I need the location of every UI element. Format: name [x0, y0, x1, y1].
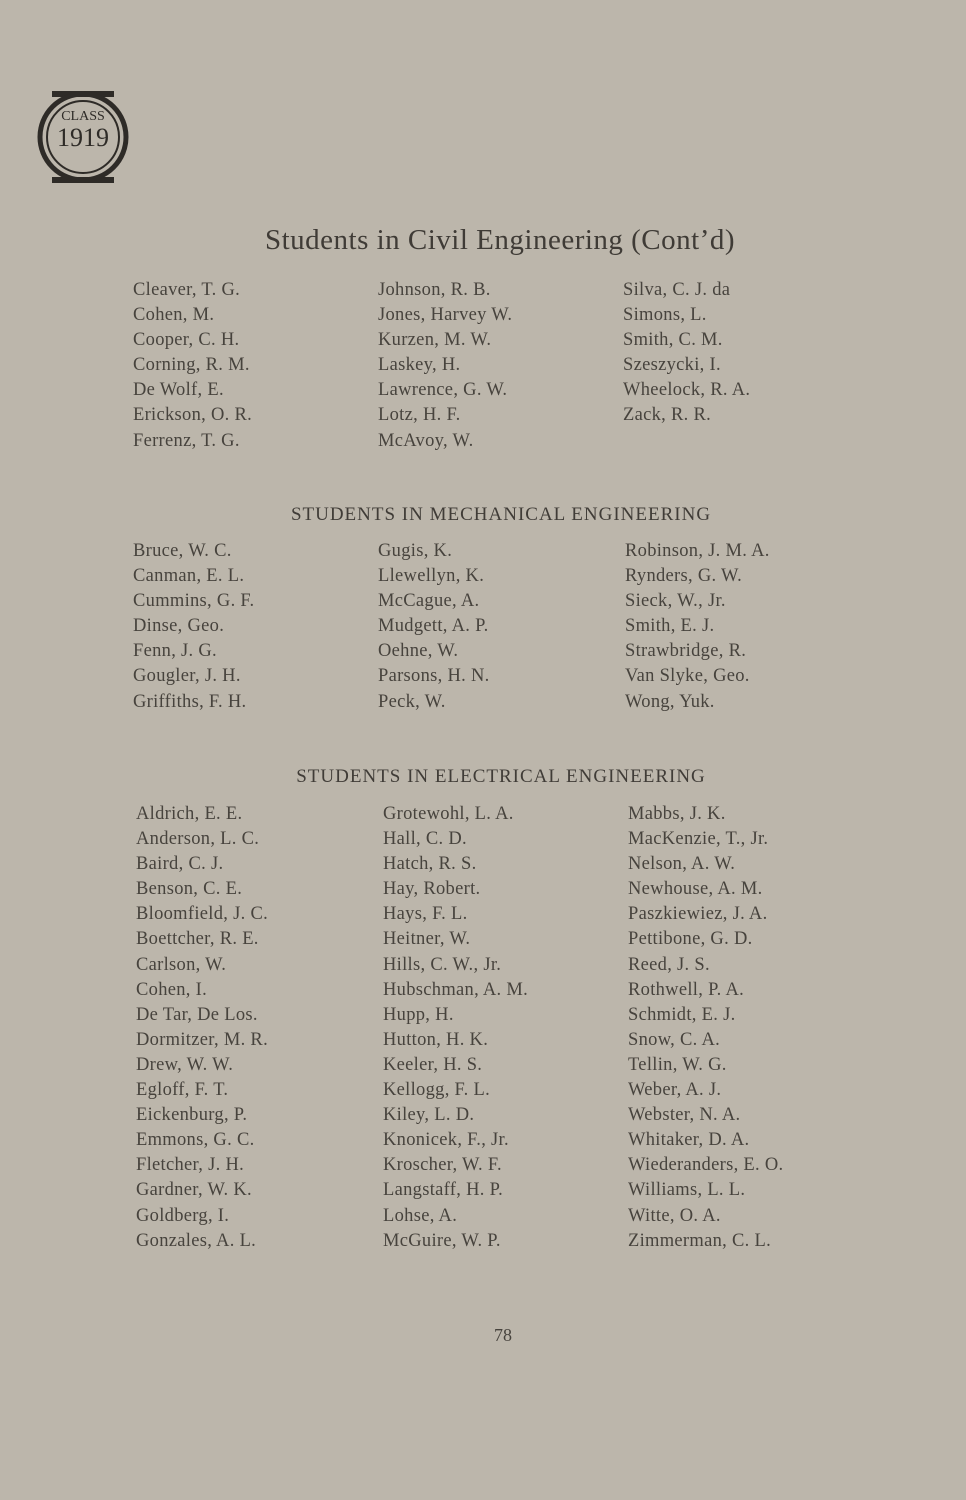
student-name: Goldberg, I.: [136, 1205, 230, 1226]
student-name: Griffiths, F. H.: [133, 691, 247, 712]
student-name: Carlson, W.: [136, 954, 227, 975]
mechanical-col-3: [625, 539, 770, 715]
student-name: Ferrenz, T. G.: [133, 430, 240, 451]
student-name: Zimmerman, C. L.: [628, 1230, 772, 1251]
student-name: Drew, W. W.: [136, 1054, 234, 1075]
student-name: Hatch, R. S.: [383, 854, 477, 875]
student-name: Cohen, I.: [136, 979, 208, 1000]
student-name: Tellin, W. G.: [628, 1054, 727, 1075]
student-name: Lawrence, G. W.: [378, 380, 508, 401]
student-name: Reed, J. S.: [628, 954, 710, 975]
student-name: Laskey, H.: [378, 355, 461, 376]
student-name: Lohse, A.: [383, 1205, 458, 1226]
student-name: Webster, N. A.: [628, 1105, 741, 1126]
student-name: Sieck, W., Jr.: [625, 591, 726, 612]
student-name: Zack, R. R.: [623, 405, 712, 426]
student-name: Anderson, L. C.: [136, 829, 260, 850]
civil-col-1: [133, 278, 252, 454]
student-name: Witte, O. A.: [628, 1205, 721, 1226]
student-name: Silva, C. J. da: [623, 280, 731, 300]
student-name: Strawbridge, R.: [625, 641, 747, 662]
student-name: Kurzen, M. W.: [378, 330, 492, 351]
mechanical-col-1: [133, 539, 254, 715]
electrical-col-1: [136, 802, 268, 1254]
student-name: Oehne, W.: [378, 641, 459, 662]
student-name: Van Slyke, Geo.: [625, 666, 750, 687]
student-name: Gugis, K.: [378, 541, 453, 561]
student-name: Cummins, G. F.: [133, 591, 255, 612]
student-name: Smith, C. M.: [623, 330, 723, 351]
student-name: Nelson, A. W.: [628, 854, 736, 875]
student-name: Mudgett, A. P.: [378, 616, 489, 637]
student-name: MacKenzie, T., Jr.: [628, 829, 769, 850]
civil-section-title: Students in Civil Engineering (Cont’d): [264, 224, 736, 256]
student-name: Kiley, L. D.: [383, 1105, 475, 1126]
student-name: Robinson, J. M. A.: [625, 541, 770, 561]
student-name: Peck, W.: [378, 691, 446, 712]
student-name: Hupp, H.: [383, 1004, 454, 1025]
student-name: Lotz, H. F.: [378, 405, 461, 426]
student-name: Kellogg, F. L.: [383, 1080, 491, 1101]
student-name: Rynders, G. W.: [625, 566, 743, 587]
student-name: Johnson, R. B.: [378, 280, 491, 300]
student-name: De Wolf, E.: [133, 380, 224, 401]
student-name: Newhouse, A. M.: [628, 879, 763, 900]
student-name: Smith, E. J.: [625, 616, 715, 637]
student-name: Gardner, W. K.: [136, 1180, 252, 1201]
student-name: Corning, R. M.: [133, 355, 250, 376]
student-name: Dormitzer, M. R.: [136, 1029, 268, 1050]
student-name: Schmidt, E. J.: [628, 1004, 736, 1025]
mechanical-section-title: STUDENTS IN MECHANICAL ENGINEERING: [290, 504, 712, 525]
student-name: Cohen, M.: [133, 305, 215, 326]
student-name: Erickson, O. R.: [133, 405, 253, 426]
student-name: Grotewohl, L. A.: [383, 804, 514, 824]
student-name: Fenn, J. G.: [133, 641, 217, 662]
student-name: Parsons, H. N.: [378, 666, 490, 687]
student-name: Cleaver, T. G.: [133, 280, 241, 300]
student-name: Kroscher, W. F.: [383, 1155, 502, 1176]
student-name: Boettcher, R. E.: [136, 929, 259, 950]
civil-col-2: [378, 278, 512, 454]
student-name: Snow, C. A.: [628, 1029, 721, 1050]
student-name: Heitner, W.: [383, 929, 471, 950]
student-name: Dinse, Geo.: [133, 616, 225, 637]
student-name: Mabbs, J. K.: [628, 804, 726, 824]
student-name: Rothwell, P. A.: [628, 979, 745, 1000]
civil-col-3: [623, 278, 750, 429]
student-name: Eickenburg, P.: [136, 1105, 248, 1126]
student-name: Emmons, G. C.: [136, 1130, 255, 1151]
student-name: Bloomfield, J. C.: [136, 904, 269, 925]
student-name: McCague, A.: [378, 591, 480, 612]
student-name: De Tar, De Los.: [136, 1004, 258, 1025]
electrical-col-3: [628, 802, 783, 1254]
mechanical-col-2: [378, 539, 490, 715]
electrical-section-title: STUDENTS IN ELECTRICAL ENGINEERING: [296, 766, 706, 787]
svg-text:CLASS: CLASS: [61, 109, 105, 124]
student-name: Bruce, W. C.: [133, 541, 232, 561]
student-name: Wiederanders, E. O.: [628, 1155, 784, 1176]
student-name: Wong, Yuk.: [625, 691, 715, 712]
student-name: Langstaff, H. P.: [383, 1180, 504, 1201]
student-name: Hay, Robert.: [383, 879, 481, 900]
student-name: Egloff, F. T.: [136, 1080, 229, 1101]
student-name: McAvoy, W.: [378, 430, 474, 451]
student-name: Pettibone, G. D.: [628, 929, 753, 950]
student-name: Cooper, C. H.: [133, 330, 240, 351]
student-name: Baird, C. J.: [136, 854, 224, 875]
electrical-col-2: [383, 802, 528, 1254]
student-name: Paszkiewiez, J. A.: [628, 904, 768, 925]
page-number: 78: [494, 1325, 512, 1345]
student-name: Wheelock, R. A.: [623, 380, 751, 401]
class-logo-icon: [36, 90, 130, 184]
student-name: Williams, L. L.: [628, 1180, 746, 1201]
student-name: Benson, C. E.: [136, 879, 243, 900]
student-name: Llewellyn, K.: [378, 566, 485, 587]
student-name: Whitaker, D. A.: [628, 1130, 750, 1151]
student-name: Weber, A. J.: [628, 1080, 722, 1101]
student-name: Canman, E. L.: [133, 566, 245, 587]
student-name: Hutton, H. K.: [383, 1029, 489, 1050]
student-name: Gougler, J. H.: [133, 666, 241, 687]
svg-text:1919: 1919: [57, 123, 109, 152]
student-name: Hays, F. L.: [383, 904, 468, 925]
student-name: Jones, Harvey W.: [378, 305, 513, 326]
student-name: Simons, L.: [623, 305, 707, 326]
student-name: Gonzales, A. L.: [136, 1230, 257, 1251]
student-name: Knonicek, F., Jr.: [383, 1130, 509, 1151]
student-name: Hubschman, A. M.: [383, 979, 529, 1000]
student-name: McGuire, W. P.: [383, 1230, 501, 1251]
student-name: Hall, C. D.: [383, 829, 467, 850]
student-name: Keeler, H. S.: [383, 1054, 483, 1075]
student-name: Aldrich, E. E.: [136, 804, 243, 824]
student-name: Hills, C. W., Jr.: [383, 954, 502, 975]
student-name: Fletcher, J. H.: [136, 1155, 245, 1176]
student-name: Szeszycki, I.: [623, 355, 721, 376]
